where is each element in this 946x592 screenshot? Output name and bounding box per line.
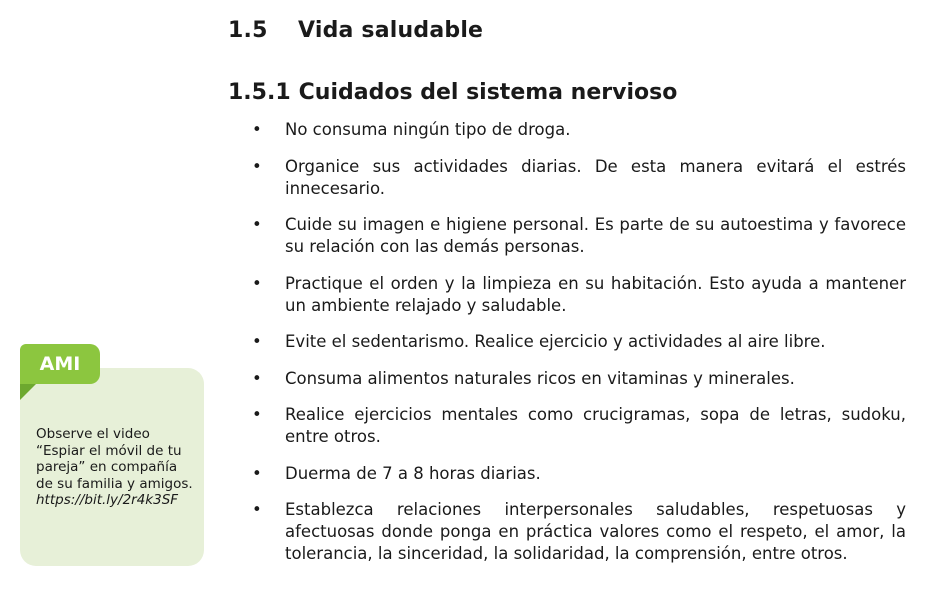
ami-label: AMI <box>39 353 81 375</box>
bullet-icon: • <box>252 120 262 139</box>
list-item <box>252 499 906 565</box>
list-item-text: Practique el orden y la limpieza en su habitación. Esto ayuda a mantener un ambiente relajado y saludable. <box>285 273 906 315</box>
section-title: Vida saludable <box>298 18 484 43</box>
subsection-heading <box>228 80 677 105</box>
bullet-icon: • <box>252 332 262 351</box>
bullet-icon: • <box>252 156 262 176</box>
bullet-icon: • <box>252 500 262 519</box>
ami-text: Observe el video “Espiar el móvil de tu pareja” en compañía de su familia y amigos. <box>36 426 193 492</box>
list-item-text: Duerma de 7 a 8 horas diarias. <box>285 463 541 483</box>
list-item <box>252 404 906 448</box>
ami-description <box>36 426 198 509</box>
bullet-icon: • <box>252 368 262 388</box>
section-heading <box>228 18 483 43</box>
list-item <box>252 331 906 353</box>
subsection-title: Cuidados del sistema nervioso <box>298 80 678 105</box>
list-item-text: Establezca relaciones interpersonales saludables, respetuosas y afectuosas donde ponga en práctica valores como el respeto, el amor, la tolerancia, la sinceridad, la solidaridad, la comprensión, entre otros. <box>285 500 906 563</box>
list-item-text: Evite el sedentarismo. Realice ejercicio y actividades al aire libre. <box>285 332 826 351</box>
list-item <box>252 214 906 258</box>
list-item-text: Realice ejercicios mentales como crucigramas, sopa de letras, sudoku, entre otros. <box>285 405 906 446</box>
bullet-icon: • <box>252 405 262 424</box>
care-tips-list <box>252 119 906 580</box>
list-item-text: Cuide su imagen e higiene personal. Es parte de su autoestima y favorece su relación con las demás personas. <box>285 215 906 256</box>
list-item-text: No consuma ningún tipo de droga. <box>285 120 571 139</box>
list-item-text: Organice sus actividades diarias. De esta manera evitará el estrés innecesario. <box>285 156 906 198</box>
ami-tab-fold <box>20 384 36 400</box>
bullet-icon: • <box>252 215 262 234</box>
ami-link[interactable]: https://bit.ly/2r4k3SF <box>36 492 179 508</box>
list-item-text: Consuma alimentos naturales ricos en vitaminas y minerales. <box>285 368 795 388</box>
list-item <box>252 273 906 317</box>
subsection-number: 1.5.1 <box>228 80 291 105</box>
section-number: 1.5 <box>228 18 268 43</box>
list-item <box>252 368 906 390</box>
list-item <box>252 156 906 200</box>
bullet-icon: • <box>252 463 262 483</box>
list-item <box>252 463 906 485</box>
list-item <box>252 119 906 141</box>
bullet-icon: • <box>252 273 262 293</box>
